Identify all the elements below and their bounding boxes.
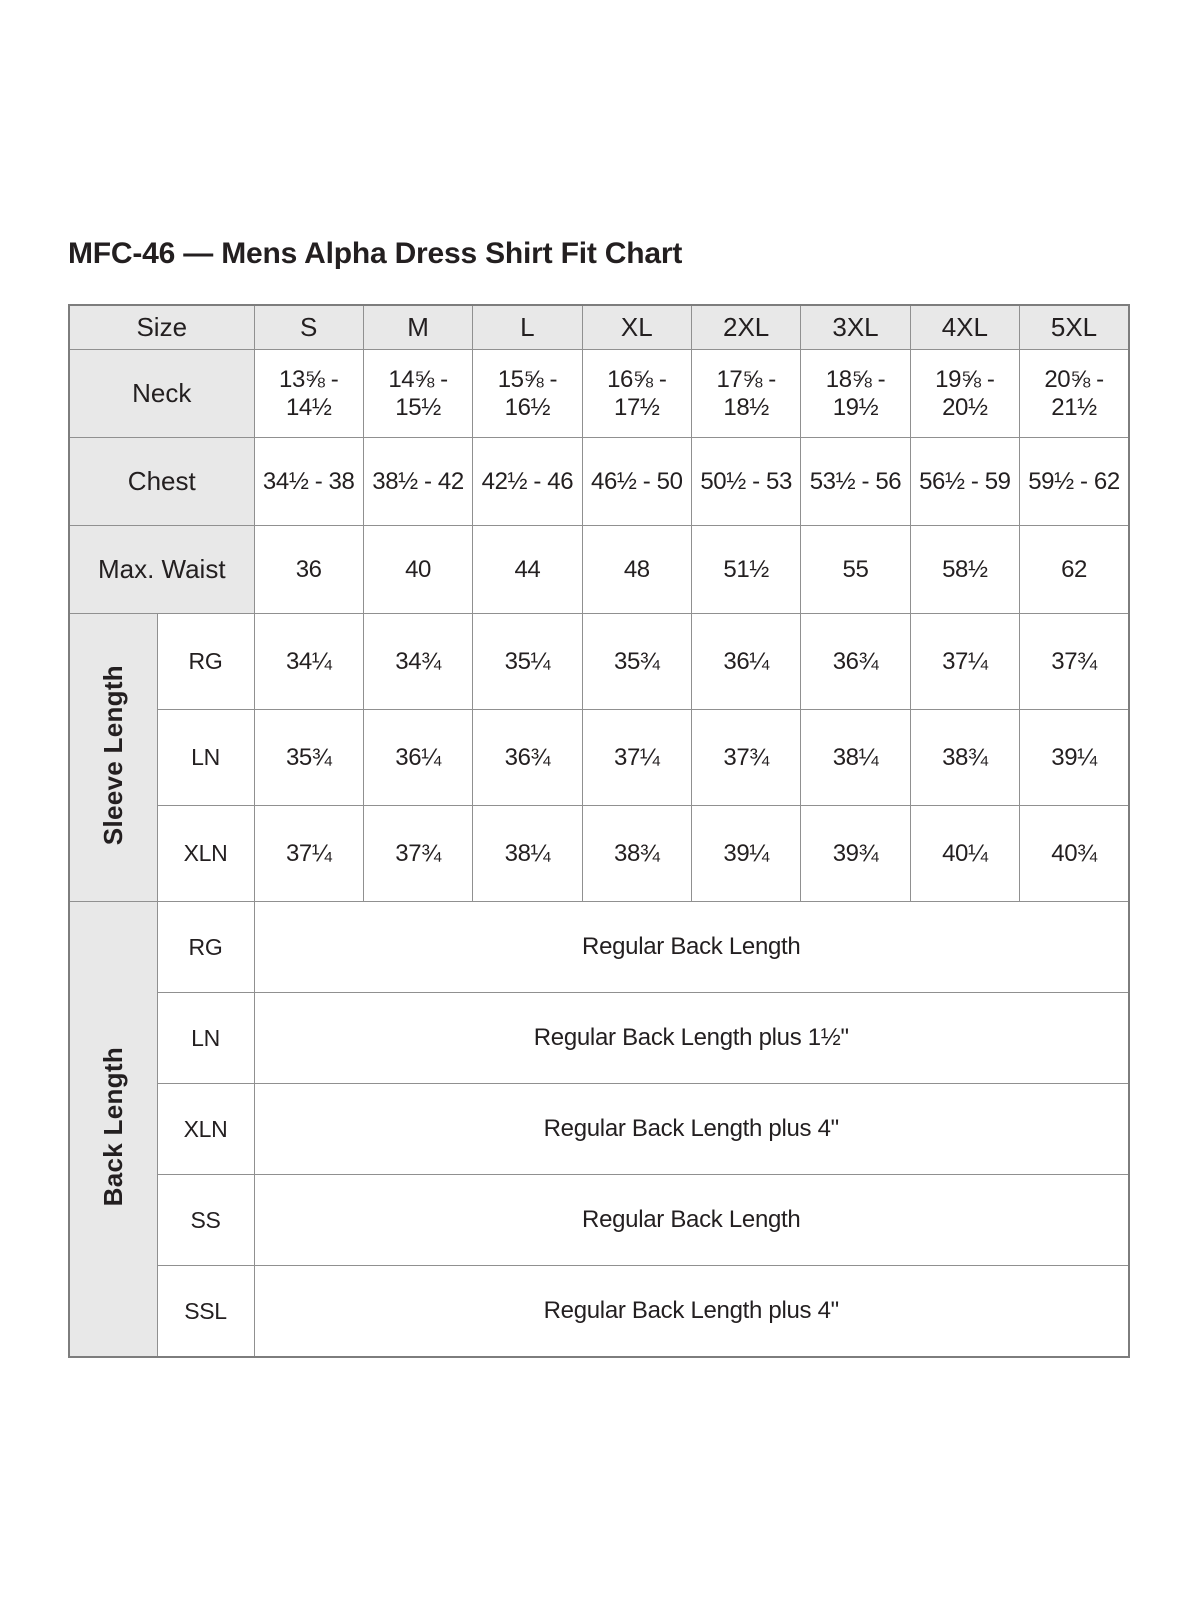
cell-sleeve-rg-s: 34¼	[254, 614, 363, 710]
cell-sleeve-rg-xl: 35¾	[582, 614, 691, 710]
cell-waist-l: 44	[473, 526, 582, 614]
col-header-2xl: 2XL	[691, 305, 800, 350]
row-label-chest: Chest	[69, 438, 254, 526]
cell-sleeve-xln-3xl: 39¾	[801, 806, 910, 902]
cell-sleeve-xln-s: 37¼	[254, 806, 363, 902]
col-header-size: Size	[69, 305, 254, 350]
cell-sleeve-ln-l: 36¾	[473, 710, 582, 806]
col-header-5xl: 5XL	[1020, 305, 1129, 350]
cell-waist-m: 40	[363, 526, 472, 614]
row-sublabel-back-xln: XLN	[157, 1084, 254, 1175]
fit-chart-table	[68, 304, 1130, 1358]
cell-waist-xl: 48	[582, 526, 691, 614]
back-xln-row	[69, 1084, 1129, 1175]
col-header-3xl: 3XL	[801, 305, 910, 350]
cell-sleeve-ln-m: 36¼	[363, 710, 472, 806]
neck-row	[69, 350, 1129, 438]
cell-neck-4xl: 19⅝ - 20½	[910, 350, 1019, 438]
back-note-rg: Regular Back Length	[254, 902, 1129, 993]
section-label-back-length	[69, 902, 157, 1358]
cell-sleeve-xln-4xl: 40¼	[910, 806, 1019, 902]
cell-sleeve-xln-5xl: 40¾	[1020, 806, 1129, 902]
back-note-ss: Regular Back Length	[254, 1175, 1129, 1266]
cell-sleeve-xln-m: 37¾	[363, 806, 472, 902]
cell-neck-l: 15⅝ - 16½	[473, 350, 582, 438]
row-label-neck: Neck	[69, 350, 254, 438]
cell-chest-xl: 46½ - 50	[582, 438, 691, 526]
cell-sleeve-xln-2xl: 39¼	[691, 806, 800, 902]
cell-sleeve-ln-5xl: 39¼	[1020, 710, 1129, 806]
sleeve-length-vertical-label: Sleeve Length	[98, 664, 129, 846]
cell-chest-2xl: 50½ - 53	[691, 438, 800, 526]
back-note-ln: Regular Back Length plus 1½"	[254, 993, 1129, 1084]
col-header-m: M	[363, 305, 472, 350]
row-sublabel-back-ss: SS	[157, 1175, 254, 1266]
col-header-l: L	[473, 305, 582, 350]
sleeve-rg-row	[69, 614, 1129, 710]
row-sublabel-back-rg: RG	[157, 902, 254, 993]
cell-waist-2xl: 51½	[691, 526, 800, 614]
cell-waist-3xl: 55	[801, 526, 910, 614]
cell-sleeve-xln-xl: 38¾	[582, 806, 691, 902]
cell-sleeve-ln-xl: 37¼	[582, 710, 691, 806]
cell-sleeve-ln-4xl: 38¾	[910, 710, 1019, 806]
cell-sleeve-ln-s: 35¾	[254, 710, 363, 806]
cell-waist-5xl: 62	[1020, 526, 1129, 614]
cell-sleeve-xln-l: 38¼	[473, 806, 582, 902]
cell-chest-4xl: 56½ - 59	[910, 438, 1019, 526]
cell-waist-s: 36	[254, 526, 363, 614]
page-title: MFC-46 — Mens Alpha Dress Shirt Fit Chart	[68, 237, 683, 270]
row-sublabel-sleeve-ln: LN	[157, 710, 254, 806]
chest-row	[69, 438, 1129, 526]
back-ln-row	[69, 993, 1129, 1084]
row-sublabel-sleeve-xln: XLN	[157, 806, 254, 902]
cell-sleeve-rg-4xl: 37¼	[910, 614, 1019, 710]
cell-neck-s: 13⅝ - 14½	[254, 350, 363, 438]
cell-chest-s: 34½ - 38	[254, 438, 363, 526]
section-label-sleeve-length	[69, 614, 157, 902]
table-header-row	[69, 305, 1129, 350]
cell-sleeve-rg-2xl: 36¼	[691, 614, 800, 710]
back-note-ssl: Regular Back Length plus 4"	[254, 1266, 1129, 1358]
back-rg-row	[69, 902, 1129, 993]
cell-sleeve-rg-m: 34¾	[363, 614, 472, 710]
cell-neck-2xl: 17⅝ - 18½	[691, 350, 800, 438]
cell-chest-5xl: 59½ - 62	[1020, 438, 1129, 526]
cell-chest-l: 42½ - 46	[473, 438, 582, 526]
cell-chest-3xl: 53½ - 56	[801, 438, 910, 526]
back-note-xln: Regular Back Length plus 4"	[254, 1084, 1129, 1175]
cell-neck-m: 14⅝ - 15½	[363, 350, 472, 438]
back-ssl-row	[69, 1266, 1129, 1358]
cell-waist-4xl: 58½	[910, 526, 1019, 614]
cell-neck-xl: 16⅝ - 17½	[582, 350, 691, 438]
cell-neck-3xl: 18⅝ - 19½	[801, 350, 910, 438]
cell-sleeve-rg-5xl: 37¾	[1020, 614, 1129, 710]
col-header-xl: XL	[582, 305, 691, 350]
back-ss-row	[69, 1175, 1129, 1266]
max-waist-row	[69, 526, 1129, 614]
back-length-vertical-label: Back Length	[98, 1046, 129, 1207]
row-label-max-waist: Max. Waist	[69, 526, 254, 614]
cell-chest-m: 38½ - 42	[363, 438, 472, 526]
cell-neck-5xl: 20⅝ - 21½	[1020, 350, 1129, 438]
cell-sleeve-rg-l: 35¼	[473, 614, 582, 710]
cell-sleeve-ln-2xl: 37¾	[691, 710, 800, 806]
col-header-s: S	[254, 305, 363, 350]
row-sublabel-sleeve-rg: RG	[157, 614, 254, 710]
row-sublabel-back-ln: LN	[157, 993, 254, 1084]
col-header-4xl: 4XL	[910, 305, 1019, 350]
cell-sleeve-ln-3xl: 38¼	[801, 710, 910, 806]
row-sublabel-back-ssl: SSL	[157, 1266, 254, 1358]
sleeve-xln-row	[69, 806, 1129, 902]
cell-sleeve-rg-3xl: 36¾	[801, 614, 910, 710]
sleeve-ln-row	[69, 710, 1129, 806]
